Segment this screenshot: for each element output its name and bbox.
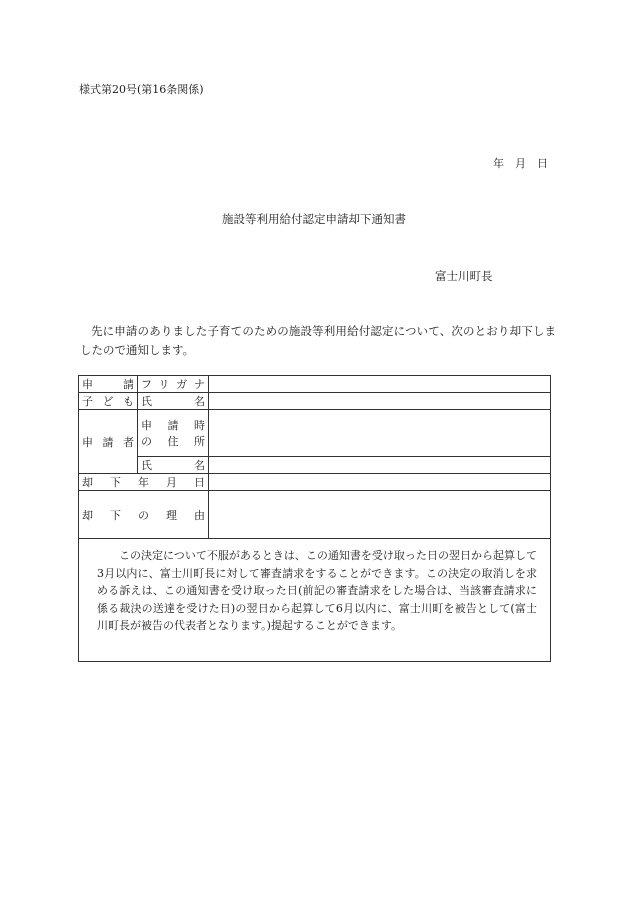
appeal-notice-text: この決定について不服があるときは、この通知書を受け取った日の翌日から起算して3月以内に、富士川町長に対して審査請求をすることができます。この決定の取消しを求める訴えは、この通知書を受け取った日(前記の審査請求をした場合は、当該審査請求に係る裁決の送達を受けた日)の翌日から起算して6月以内に、富士川町を被告として(富士川町長が被告の代表者となります。)提起することができます。 — [97, 549, 537, 632]
child-name-label: 氏 名 — [138, 393, 209, 410]
applicant-address-value — [209, 410, 551, 457]
child-group-label-1: 申 請 — [79, 376, 138, 393]
applicant-name-value — [209, 457, 551, 474]
document-title: 施設等利用給付認定申請却下通知書 — [222, 212, 406, 226]
date-line: 年 月 日 — [493, 157, 548, 170]
rejection-reason-value — [209, 491, 551, 539]
rejection-date-value — [209, 474, 551, 491]
issuer-name: 富士川町長 — [435, 269, 493, 283]
form-number: 様式第20号(第16条関係) — [79, 83, 204, 96]
applicant-group-label: 申 請 者 — [79, 410, 138, 474]
child-group-label-2: 子 ど も — [79, 393, 138, 410]
rejection-reason-label: 却 下 の 理 由 — [79, 491, 209, 539]
rejection-date-label: 却 下 年 月 日 — [79, 474, 209, 491]
applicant-address-label: 申 請 時 の 住 所 — [138, 410, 209, 457]
applicant-name-label: 氏 名 — [138, 457, 209, 474]
furigana-label: フリガナ — [138, 376, 209, 393]
appeal-notice-box — [78, 535, 551, 662]
intro-paragraph: 先に申請のありました子育てのための施設等利用給付認定について、次のとおり却下しましたので通知します。 — [80, 324, 556, 357]
furigana-value — [209, 376, 551, 393]
detail-table — [78, 375, 551, 539]
child-name-value — [209, 393, 551, 410]
